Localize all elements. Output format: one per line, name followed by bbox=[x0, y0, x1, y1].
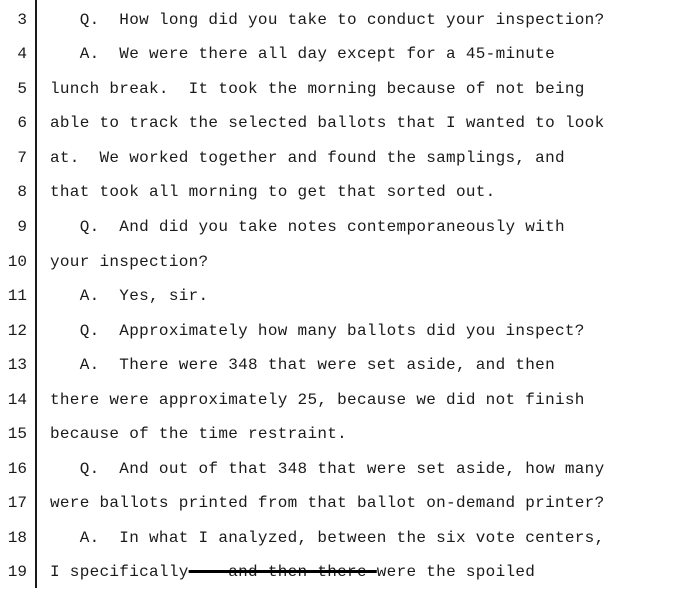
line-text: lunch break. It took the morning because of not being bbox=[50, 80, 585, 98]
transcript-line bbox=[0, 556, 680, 590]
transcript-line bbox=[0, 4, 680, 38]
line-number: 4 bbox=[17, 45, 27, 63]
line-number: 17 bbox=[7, 494, 27, 512]
line-number: 18 bbox=[7, 529, 27, 547]
line-text: Q. How long did you take to conduct your inspection? bbox=[50, 11, 605, 29]
line-number: 7 bbox=[17, 149, 27, 167]
line-number: 5 bbox=[17, 80, 27, 98]
transcript-line bbox=[0, 73, 680, 107]
transcript-line bbox=[0, 349, 680, 383]
line-number: 11 bbox=[7, 287, 27, 305]
line-number: 14 bbox=[7, 391, 27, 409]
transcript-line bbox=[0, 142, 680, 176]
line-number: 9 bbox=[17, 218, 27, 236]
line-text: A. We were there all day except for a 45-minute bbox=[50, 45, 555, 63]
transcript-line bbox=[0, 487, 680, 521]
transcript-line bbox=[0, 418, 680, 452]
line-text: were ballots printed from that ballot on-demand printer? bbox=[50, 494, 605, 512]
line-text-after-strike: were the spoiled bbox=[376, 563, 536, 581]
line-number: 10 bbox=[7, 253, 27, 271]
transcript-line bbox=[0, 280, 680, 314]
line-text: your inspection? bbox=[50, 253, 209, 271]
line-number: 19 bbox=[7, 563, 27, 581]
line-text: there were approximately 25, because we did not finish bbox=[50, 391, 585, 409]
transcript-line bbox=[0, 107, 680, 141]
line-text: A. Yes, sir. bbox=[50, 287, 209, 305]
line-number: 13 bbox=[7, 356, 27, 374]
line-text: Q. And out of that 348 that were set aside, how many bbox=[50, 460, 605, 478]
transcript-line bbox=[0, 315, 680, 349]
transcript-line bbox=[0, 246, 680, 280]
line-text: Q. And did you take notes contemporaneously with bbox=[50, 218, 565, 236]
struck-text: -- and then there bbox=[188, 563, 377, 581]
line-text bbox=[50, 562, 535, 582]
line-number: 6 bbox=[17, 114, 27, 132]
line-text: A. In what I analyzed, between the six vote centers, bbox=[50, 529, 605, 547]
line-number: 3 bbox=[17, 11, 27, 29]
transcript-line bbox=[0, 384, 680, 418]
line-text: able to track the selected ballots that I wanted to look bbox=[50, 114, 605, 132]
line-text-before-strike: I specifically bbox=[50, 563, 189, 581]
line-text: Q. Approximately how many ballots did you inspect? bbox=[50, 322, 585, 340]
line-text: A. There were 348 that were set aside, and then bbox=[50, 356, 555, 374]
line-text: at. We worked together and found the samplings, and bbox=[50, 149, 565, 167]
transcript-line bbox=[0, 176, 680, 210]
line-number: 12 bbox=[7, 322, 27, 340]
transcript-line bbox=[0, 453, 680, 487]
line-text: that took all morning to get that sorted out. bbox=[50, 183, 496, 201]
line-number: 15 bbox=[7, 425, 27, 443]
transcript-line bbox=[0, 522, 680, 556]
transcript-line bbox=[0, 211, 680, 245]
transcript-line bbox=[0, 38, 680, 72]
line-number: 8 bbox=[17, 183, 27, 201]
line-number: 16 bbox=[7, 460, 27, 478]
line-text: because of the time restraint. bbox=[50, 425, 348, 443]
